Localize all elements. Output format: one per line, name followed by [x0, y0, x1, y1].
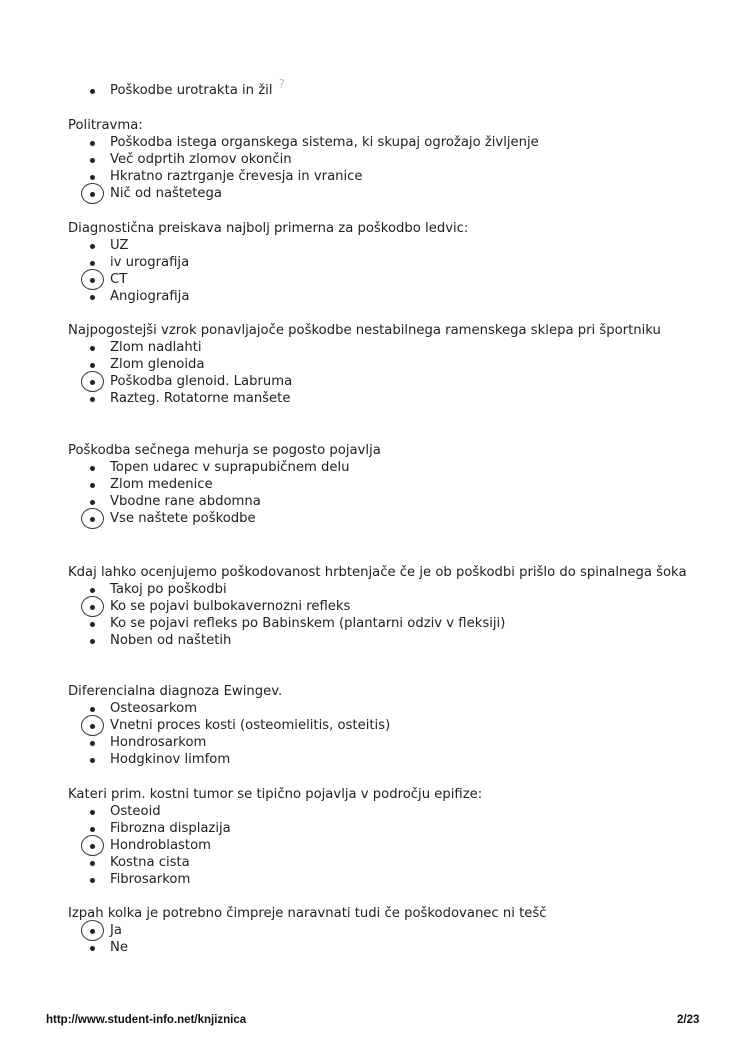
bullet-icon — [90, 827, 95, 832]
answer-option — [68, 493, 708, 510]
question-block — [68, 442, 708, 527]
answer-text: UZ — [110, 238, 129, 253]
question-text: Kdaj lahko ocenjujemo poškodovanost hrbtenjače če je ob poškodbi prišlo do spinalnega šoka — [68, 565, 687, 580]
answer-option — [68, 751, 708, 768]
answer-list — [68, 922, 708, 956]
answer-option-selected — [68, 185, 708, 202]
carryover-list — [68, 77, 708, 99]
answer-list — [68, 581, 708, 649]
bullet-icon — [90, 878, 95, 883]
question-block — [68, 322, 708, 407]
answer-text: Kostna cista — [110, 855, 190, 870]
answer-option — [68, 134, 708, 151]
question-block — [68, 786, 708, 888]
answer-text: Noben od naštetih — [110, 633, 232, 648]
bullet-icon — [90, 466, 95, 471]
question-text: Diferencialna diagnoza Ewingev. — [68, 684, 283, 699]
answer-text: Topen udarec v suprapubičnem delu — [110, 460, 350, 475]
answer-option — [68, 871, 708, 888]
answer-text: Nič od naštetega — [110, 186, 222, 201]
bullet-icon — [90, 295, 95, 300]
answer-option-selected — [68, 717, 708, 734]
answer-option — [68, 459, 708, 476]
answer-option — [68, 854, 708, 871]
hand-drawn-circle-icon — [81, 269, 104, 290]
bullet-icon — [90, 158, 95, 163]
answer-option-selected — [68, 373, 708, 390]
answer-option — [68, 632, 708, 649]
question-text: Najpogostejši vzrok ponavljajoče poškodbe nestabilnega ramenskega sklepa pri športniku — [68, 323, 661, 338]
question-block — [68, 220, 708, 305]
answer-text: Fibrosarkom — [110, 872, 191, 887]
bullet-icon — [90, 707, 95, 712]
answer-option — [68, 339, 708, 356]
bullet-icon — [90, 500, 95, 505]
answer-list — [68, 339, 708, 407]
answer-option-selected — [68, 271, 708, 288]
answer-text: CT — [110, 272, 128, 287]
bullet-icon — [90, 946, 95, 951]
answer-option — [68, 254, 708, 271]
bullet-icon — [90, 758, 95, 763]
answer-text: Razteg. Rotatorne manšete — [110, 391, 291, 406]
answer-text: Več odprtih zlomov okončin — [110, 152, 292, 167]
bullet-icon — [90, 141, 95, 146]
hand-drawn-circle-icon — [81, 715, 104, 736]
hand-drawn-circle-icon — [81, 371, 104, 392]
bullet-icon — [90, 588, 95, 593]
answer-option-selected — [68, 837, 708, 854]
question-text: Poškodba sečnega mehurja se pogosto pojavlja — [68, 443, 381, 458]
answer-option — [68, 476, 708, 493]
answer-text: Fibrozna displazija — [110, 821, 231, 836]
page-number: 2/23 — [677, 1014, 700, 1026]
answer-text: Hodgkinov limfom — [110, 752, 231, 767]
handwritten-question-mark: ? — [278, 77, 285, 91]
answer-text: Osteoid — [110, 804, 161, 819]
question-block — [68, 117, 708, 202]
answer-text: Poškodba istega organskega sistema, ki skupaj ogrožajo življenje — [110, 135, 539, 150]
answer-text: Vnetni proces kosti (osteomielitis, osteitis) — [110, 718, 391, 733]
answer-option — [68, 288, 708, 305]
answer-list — [68, 134, 708, 202]
answer-text: Takoj po poškodbi — [110, 582, 227, 597]
answer-text: Hondrosarkom — [110, 735, 207, 750]
answer-list — [68, 700, 708, 768]
answer-text: Poškodbe urotrakta in žil — [110, 83, 273, 98]
answer-option — [68, 151, 708, 168]
answer-option — [68, 581, 708, 598]
hand-drawn-circle-icon — [81, 835, 104, 856]
bullet-icon — [90, 346, 95, 351]
answer-text: Ko se pojavi refleks po Babinskem (plantarni odziv v fleksiji) — [110, 616, 506, 631]
answer-option — [68, 734, 708, 751]
bullet-icon — [90, 261, 95, 266]
bullet-icon — [90, 363, 95, 368]
list-item — [68, 77, 708, 99]
question-text: Izpah kolka je potrebno čimpreje naravnati tudi če poškodovanec ni tešč — [68, 906, 547, 921]
answer-option — [68, 168, 708, 185]
bullet-icon — [90, 741, 95, 746]
answer-option — [68, 820, 708, 837]
bullet-icon — [90, 244, 95, 249]
answer-option-selected — [68, 598, 708, 615]
question-block — [68, 683, 708, 768]
answer-text: Ne — [110, 940, 128, 955]
answer-list — [68, 237, 708, 305]
answer-text: Poškodba glenoid. Labruma — [110, 374, 293, 389]
answer-text: Ko se pojavi bulbokavernozni refleks — [110, 599, 351, 614]
answer-option — [68, 803, 708, 820]
answer-list — [68, 803, 708, 888]
answer-text: Vse naštete poškodbe — [110, 511, 256, 526]
answer-text: Hkratno raztrganje črevesja in vranice — [110, 169, 363, 184]
answer-text: Zlom medenice — [110, 477, 213, 492]
answer-text: Zlom nadlahti — [110, 340, 202, 355]
answer-text: iv urografija — [110, 255, 190, 270]
bullet-icon — [90, 89, 95, 94]
bullet-icon — [90, 175, 95, 180]
bullet-icon — [90, 861, 95, 866]
answer-option — [68, 237, 708, 254]
question-text: Diagnostična preiskava najbolj primerna za poškodbo ledvic: — [68, 221, 469, 236]
answer-option — [68, 390, 708, 407]
question-block — [68, 564, 708, 649]
hand-drawn-circle-icon — [81, 920, 104, 941]
hand-drawn-circle-icon — [81, 183, 104, 204]
question-text: Politravma: — [68, 118, 143, 133]
hand-drawn-circle-icon — [81, 508, 104, 529]
answer-option-selected — [68, 922, 708, 939]
answer-text: Angiografija — [110, 289, 190, 304]
bullet-icon — [90, 639, 95, 644]
bullet-icon — [90, 622, 95, 627]
answer-text: Vbodne rane abdomna — [110, 494, 261, 509]
answer-text: Osteosarkom — [110, 701, 198, 716]
answer-text: Hondroblastom — [110, 838, 211, 853]
answer-text: Zlom glenoida — [110, 357, 205, 372]
answer-list — [68, 459, 708, 527]
hand-drawn-circle-icon — [81, 596, 104, 617]
answer-option — [68, 939, 708, 956]
bullet-icon — [90, 483, 95, 488]
bullet-icon — [90, 397, 95, 402]
question-text: Kateri prim. kostni tumor se tipično pojavlja v področju epifize: — [68, 787, 483, 802]
answer-option — [68, 615, 708, 632]
answer-option — [68, 356, 708, 373]
question-block — [68, 905, 708, 956]
answer-option-selected — [68, 510, 708, 527]
footer-url-link[interactable]: http://www.student-info.net/knjiznica — [46, 1014, 247, 1026]
answer-text: Ja — [110, 923, 122, 938]
bullet-icon — [90, 810, 95, 815]
answer-option — [68, 700, 708, 717]
